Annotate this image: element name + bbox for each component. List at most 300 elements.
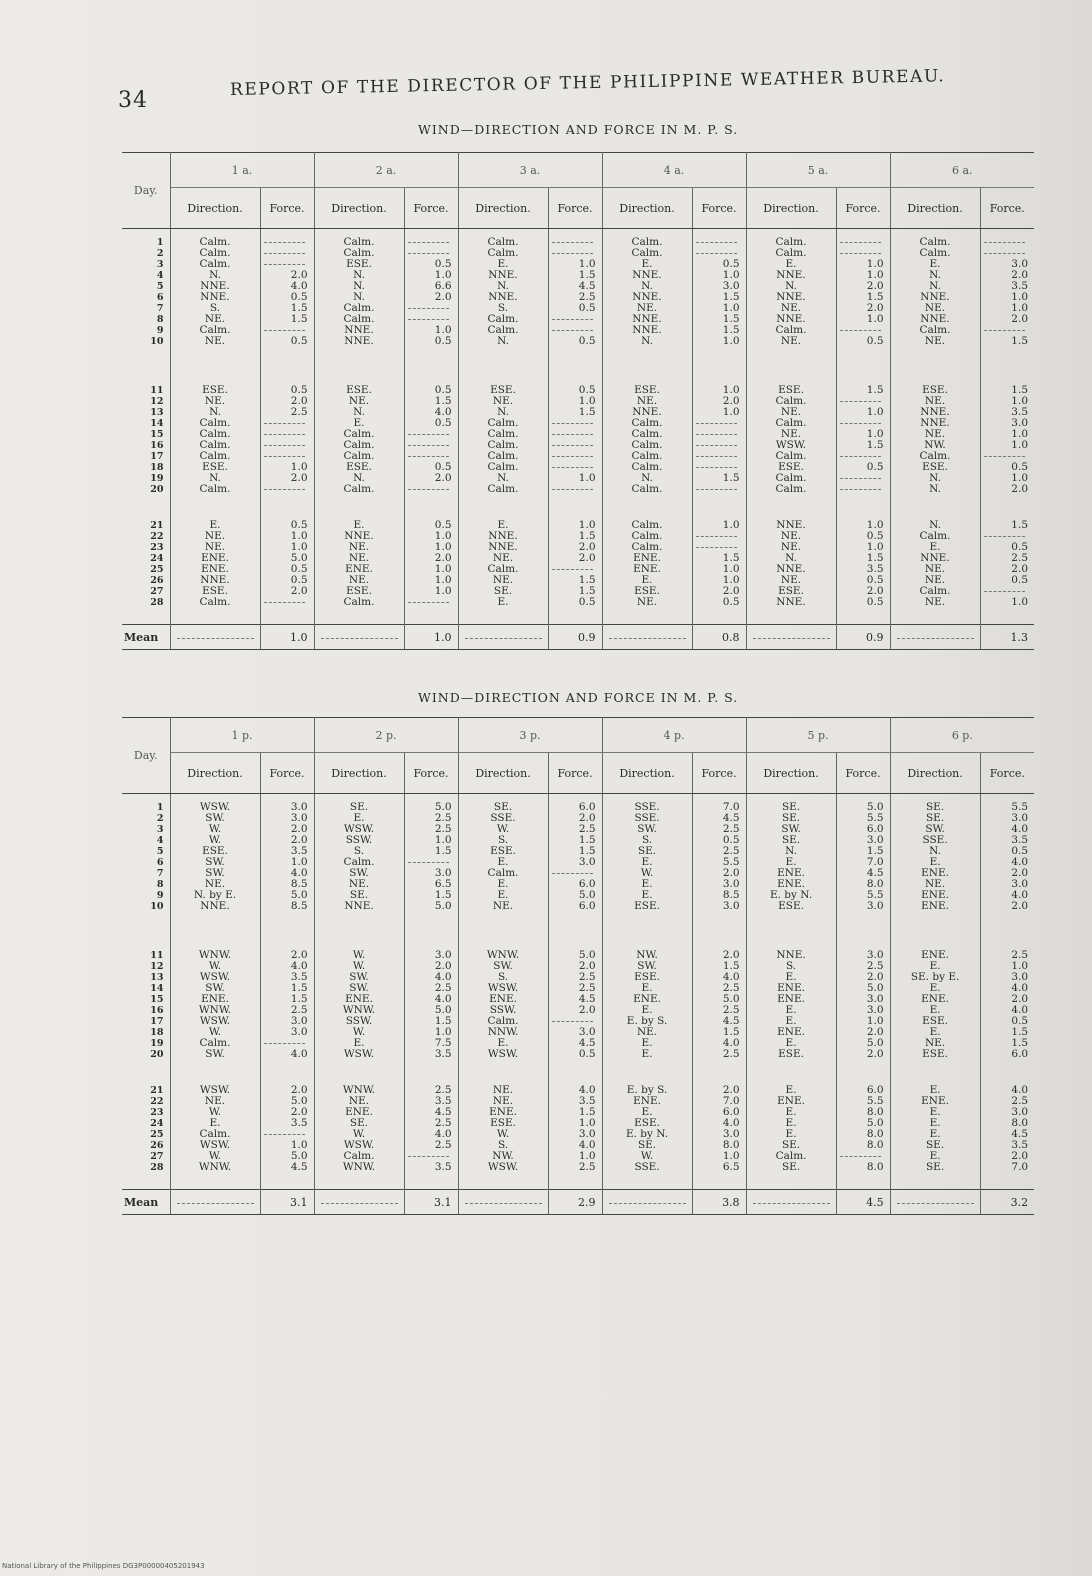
force-value: 1.0: [722, 519, 740, 531]
direction-value: ENE.: [777, 1026, 805, 1038]
direction-value: NE.: [924, 1037, 946, 1049]
force-value: 2.0: [290, 823, 308, 835]
direction-value: Calm.: [919, 324, 951, 336]
direction-value: ESE.: [202, 384, 228, 396]
force-value: 1.0: [434, 541, 452, 553]
direction-value: ESE.: [490, 845, 516, 857]
force-value: 0.5: [722, 596, 740, 608]
direction-value: Calm.: [343, 439, 375, 451]
force-value: 7.0: [1011, 1161, 1029, 1173]
direction-value: ESE.: [202, 461, 228, 473]
direction-value: N.: [641, 280, 653, 292]
force-value: 1.0: [434, 834, 452, 846]
force-cell: [548, 794, 602, 943]
direction-value: E.: [641, 889, 653, 901]
direction-value: NE.: [924, 596, 946, 608]
direction-value: NNE.: [920, 417, 950, 429]
direction-value: N.: [353, 269, 365, 281]
day-number: 11: [150, 385, 164, 396]
force-cell: [404, 229, 458, 378]
force-header: Force.: [260, 753, 314, 794]
direction-value: W.: [352, 949, 366, 961]
force-value: 1.5: [1011, 1026, 1029, 1038]
force-value: 1.0: [722, 574, 740, 586]
force-value: 6.6: [434, 280, 452, 292]
direction-value: E. by S.: [626, 1084, 668, 1096]
force-value: 1.0: [290, 461, 308, 473]
hour-header: 3 a.: [458, 153, 602, 188]
force-value: 1.5: [722, 1026, 740, 1038]
direction-value: Calm.: [919, 450, 951, 462]
day-number: 18: [150, 462, 164, 473]
direction-value: E.: [929, 1084, 941, 1096]
direction-value: Calm.: [775, 483, 807, 495]
direction-value: NE.: [924, 335, 946, 347]
direction-value: ENE.: [201, 563, 229, 575]
direction-value: NNE.: [200, 574, 230, 586]
direction-header: Direction.: [602, 188, 692, 229]
mean-force-value: 0.8: [692, 625, 746, 650]
empty-entry-dash: [981, 451, 1029, 462]
direction-value: W.: [208, 960, 222, 972]
force-value: 4.0: [290, 960, 308, 972]
day-number: 20: [150, 1049, 164, 1060]
direction-value: S.: [497, 302, 509, 314]
force-value: 4.5: [866, 867, 884, 879]
direction-value: S.: [497, 1139, 509, 1151]
direction-value: E.: [785, 1106, 797, 1118]
force-value: 8.0: [866, 1161, 884, 1173]
force-header: Force.: [692, 188, 746, 229]
direction-value: Calm.: [199, 236, 231, 248]
force-cell: [404, 512, 458, 625]
direction-value: ENE.: [921, 949, 949, 961]
direction-value: S.: [497, 834, 509, 846]
force-value: 1.5: [434, 845, 452, 857]
force-value: 1.0: [1011, 439, 1028, 451]
direction-value: Calm.: [631, 439, 663, 451]
force-value: 5.0: [290, 889, 308, 901]
direction-value: NE.: [636, 596, 658, 608]
force-value: 6.0: [1011, 1048, 1029, 1060]
force-value: 1.0: [290, 856, 308, 868]
direction-value: E.: [929, 1004, 941, 1016]
force-cell: [260, 794, 314, 943]
direction-value: E.: [497, 258, 509, 270]
direction-value: Calm.: [199, 1128, 231, 1140]
direction-value: SE.: [349, 1117, 369, 1129]
direction-value: Calm.: [199, 439, 231, 451]
force-value: 4.5: [722, 812, 740, 824]
force-value: 1.0: [866, 1015, 884, 1027]
direction-value: WSW.: [487, 1161, 519, 1173]
direction-value: Calm.: [343, 428, 375, 440]
direction-value: E.: [929, 1026, 941, 1038]
mean-dash: [314, 625, 404, 650]
direction-value: NNE.: [344, 335, 374, 347]
force-value: 6.0: [578, 801, 596, 813]
direction-value: SE.: [349, 801, 369, 813]
force-value: 1.0: [1011, 596, 1028, 608]
direction-value: N.: [209, 472, 221, 484]
force-value: 0.5: [434, 519, 452, 531]
force-cell: [260, 942, 314, 1077]
direction-value: Calm.: [487, 417, 519, 429]
direction-cell: [458, 1077, 548, 1190]
direction-value: WSW.: [199, 1015, 231, 1027]
direction-cell: [314, 942, 404, 1077]
direction-value: NE.: [636, 1026, 658, 1038]
force-value: 2.5: [578, 1161, 596, 1173]
direction-value: Calm.: [919, 247, 951, 259]
force-value: 6.0: [578, 878, 596, 890]
direction-value: N.: [353, 472, 365, 484]
day-number: 10: [150, 336, 164, 347]
direction-value: NE.: [924, 574, 946, 586]
empty-entry-dash: [981, 248, 1029, 259]
force-value: 1.5: [290, 302, 308, 314]
direction-value: E.: [641, 1048, 653, 1060]
force-value: 4.0: [434, 971, 452, 983]
direction-value: ENE.: [777, 1095, 805, 1107]
force-value: 2.0: [578, 960, 596, 972]
force-value: 4.0: [1011, 856, 1029, 868]
force-value: 2.5: [722, 823, 740, 835]
day-number: 12: [150, 396, 164, 407]
direction-value: SE.: [925, 1161, 945, 1173]
direction-header: Direction.: [458, 753, 548, 794]
direction-cell: [746, 512, 836, 625]
force-header: Force.: [548, 188, 602, 229]
direction-value: NNE.: [776, 596, 806, 608]
force-value: 1.5: [866, 439, 884, 451]
direction-value: NE.: [204, 878, 226, 890]
force-value: 0.5: [290, 335, 308, 347]
force-value: 5.0: [434, 900, 452, 912]
force-value: 1.0: [722, 302, 740, 314]
direction-value: W.: [352, 1026, 366, 1038]
day-number: 7: [156, 868, 164, 879]
day-numbers-cell: [122, 229, 170, 378]
direction-value: SSE.: [490, 812, 516, 824]
force-value: 2.0: [290, 834, 308, 846]
day-number: 10: [150, 901, 164, 912]
empty-entry-dash: [693, 418, 740, 429]
direction-value: NE.: [780, 302, 802, 314]
force-cell: [260, 512, 314, 625]
day-number: 20: [150, 484, 164, 495]
direction-value: Calm.: [487, 867, 519, 879]
force-value: 4.0: [1011, 823, 1029, 835]
direction-value: E.: [641, 1004, 653, 1016]
direction-value: WNW.: [198, 1161, 232, 1173]
force-value: 1.5: [1011, 335, 1028, 347]
force-value: 1.5: [722, 324, 740, 336]
force-value: 8.0: [722, 1139, 740, 1151]
direction-value: NE.: [204, 530, 226, 542]
direction-value: SE.: [925, 1139, 945, 1151]
force-value: 4.0: [722, 971, 740, 983]
force-value: 3.0: [722, 1128, 740, 1140]
force-value: 2.0: [866, 585, 884, 597]
force-value: 0.5: [578, 384, 596, 396]
direction-cell: [314, 1077, 404, 1190]
direction-value: ENE.: [633, 993, 661, 1005]
hour-header: 4 p.: [602, 718, 746, 753]
force-value: 1.0: [290, 530, 308, 542]
force-value: 8.0: [866, 1139, 884, 1151]
direction-value: ENE.: [777, 993, 805, 1005]
direction-value: W.: [640, 1150, 654, 1162]
direction-value: NNE.: [344, 324, 374, 336]
direction-value: ESE.: [778, 585, 804, 597]
force-value: 2.0: [578, 541, 596, 553]
day-numbers-cell: [122, 512, 170, 625]
direction-value: W.: [208, 1106, 222, 1118]
hour-header: 5 a.: [746, 153, 890, 188]
empty-entry-dash: [837, 248, 884, 259]
day-number: 22: [150, 531, 164, 542]
direction-header: Direction.: [746, 188, 836, 229]
day-numbers-cell: [122, 1077, 170, 1190]
direction-value: N.: [497, 280, 509, 292]
direction-value: SW.: [205, 856, 225, 868]
direction-value: E.: [785, 971, 797, 983]
direction-value: E.: [929, 258, 941, 270]
direction-value: W.: [208, 1150, 222, 1162]
force-value: 0.5: [578, 596, 596, 608]
force-value: 1.0: [722, 384, 740, 396]
empty-entry-dash: [549, 418, 596, 429]
direction-value: NE.: [348, 1095, 370, 1107]
force-value: 1.0: [578, 519, 596, 531]
force-cell: [692, 229, 746, 378]
force-value: 4.0: [1011, 1004, 1029, 1016]
force-value: 4.5: [434, 1106, 452, 1118]
force-value: 3.5: [866, 563, 884, 575]
direction-value: SW.: [781, 823, 801, 835]
force-value: 0.5: [866, 530, 884, 542]
direction-value: E. by N.: [625, 1128, 669, 1140]
force-value: 4.0: [290, 867, 308, 879]
day-number: 6: [156, 857, 164, 868]
force-value: 5.5: [722, 856, 740, 868]
direction-cell: [170, 512, 260, 625]
force-value: 0.5: [434, 461, 452, 473]
force-value: 4.0: [1011, 889, 1029, 901]
force-value: 4.5: [578, 1037, 596, 1049]
direction-value: Calm.: [487, 439, 519, 451]
day-number: 14: [150, 418, 164, 429]
direction-value: N.: [785, 280, 797, 292]
direction-value: N.: [929, 845, 941, 857]
empty-entry-dash: [405, 314, 452, 325]
day-number: 25: [150, 1129, 164, 1140]
force-value: 1.0: [434, 1026, 452, 1038]
hour-header: 2 p.: [314, 718, 458, 753]
day-number: 28: [150, 597, 164, 608]
force-value: 1.5: [434, 395, 452, 407]
force-cell: [692, 512, 746, 625]
day-number: 19: [150, 1038, 164, 1049]
mean-force-value: 0.9: [836, 625, 890, 650]
direction-value: N.: [353, 280, 365, 292]
empty-entry-dash: [693, 248, 740, 259]
direction-value: E.: [929, 856, 941, 868]
force-value: 2.0: [290, 1106, 308, 1118]
force-value: 2.0: [1011, 563, 1028, 575]
page-number: 34: [118, 88, 148, 113]
force-value: 0.5: [290, 563, 308, 575]
force-value: 1.5: [722, 313, 740, 325]
force-value: 1.0: [1011, 291, 1028, 303]
direction-value: Calm.: [631, 417, 663, 429]
force-value: 4.0: [1011, 982, 1029, 994]
direction-value: ESE.: [346, 461, 372, 473]
empty-entry-dash: [405, 248, 452, 259]
day-number: 9: [156, 325, 164, 336]
direction-cell: [170, 942, 260, 1077]
day-number: 8: [156, 314, 164, 325]
direction-value: ESE.: [346, 384, 372, 396]
empty-entry-dash: [693, 237, 740, 248]
hour-header: 6 a.: [890, 153, 1034, 188]
force-value: 2.5: [434, 823, 452, 835]
direction-value: N.: [353, 406, 365, 418]
force-value: 5.0: [866, 1037, 884, 1049]
direction-value: NNE.: [632, 313, 662, 325]
direction-cell: [314, 229, 404, 378]
direction-header: Direction.: [602, 753, 692, 794]
direction-value: N.: [353, 291, 365, 303]
direction-value: ESE.: [634, 971, 660, 983]
empty-entry-dash: [693, 484, 740, 495]
direction-value: E.: [785, 1004, 797, 1016]
direction-value: SE.: [637, 1139, 657, 1151]
force-value: 0.5: [1011, 541, 1028, 553]
direction-value: N.: [929, 483, 941, 495]
direction-value: Calm.: [487, 483, 519, 495]
day-number: 16: [150, 440, 164, 451]
direction-cell: [314, 512, 404, 625]
direction-cell: [314, 377, 404, 512]
force-value: 3.0: [866, 993, 884, 1005]
force-value: 4.5: [1011, 1128, 1029, 1140]
direction-value: NNE.: [632, 406, 662, 418]
empty-entry-dash: [261, 429, 308, 440]
force-value: 1.5: [578, 845, 596, 857]
force-value: 0.5: [866, 596, 884, 608]
direction-value: SE.: [781, 834, 801, 846]
force-cell: [260, 1077, 314, 1190]
direction-value: E.: [641, 878, 653, 890]
day-number: 23: [150, 542, 164, 553]
force-value: 5.5: [866, 1095, 884, 1107]
direction-value: Calm.: [775, 1150, 807, 1162]
direction-value: ESE.: [202, 845, 228, 857]
hour-header: 1 p.: [170, 718, 314, 753]
direction-value: NE.: [204, 313, 226, 325]
direction-value: E.: [497, 1037, 509, 1049]
direction-cell: [458, 942, 548, 1077]
force-value: 1.5: [290, 982, 308, 994]
force-header: Force.: [980, 753, 1034, 794]
direction-cell: [602, 1077, 692, 1190]
day-number: 9: [156, 890, 164, 901]
direction-value: NE.: [492, 1095, 514, 1107]
force-value: 2.0: [290, 269, 308, 281]
mean-label: Mean: [122, 625, 170, 650]
direction-value: NE.: [348, 541, 370, 553]
force-value: 1.0: [722, 335, 740, 347]
direction-value: Calm.: [487, 450, 519, 462]
day-block-row: [122, 377, 1034, 512]
direction-value: SW.: [349, 867, 369, 879]
mean-force-value: 1.0: [404, 625, 458, 650]
direction-value: Calm.: [487, 324, 519, 336]
direction-value: E.: [785, 258, 797, 270]
direction-value: WSW.: [199, 801, 231, 813]
force-value: 2.0: [290, 395, 308, 407]
force-value: 2.0: [290, 472, 308, 484]
force-value: 8.5: [290, 900, 308, 912]
empty-entry-dash: [549, 314, 596, 325]
force-value: 0.5: [1011, 574, 1028, 586]
direction-cell: [602, 794, 692, 943]
force-value: 3.0: [866, 900, 884, 912]
empty-entry-dash: [549, 564, 596, 575]
empty-entry-dash: [549, 462, 596, 473]
mean-force-value: 3.8: [692, 1190, 746, 1215]
force-value: 1.0: [1011, 428, 1028, 440]
day-number: 1: [156, 237, 164, 248]
empty-entry-dash: [261, 1038, 308, 1049]
direction-value: ESE.: [778, 1048, 804, 1060]
force-value: 5.0: [866, 801, 884, 813]
direction-value: E.: [929, 541, 941, 553]
force-value: 4.0: [434, 993, 452, 1005]
force-value: 3.0: [290, 812, 308, 824]
force-cell: [836, 942, 890, 1077]
force-value: 5.0: [722, 993, 740, 1005]
direction-value: SW.: [637, 960, 657, 972]
force-value: 1.0: [866, 406, 884, 418]
direction-value: E.: [785, 856, 797, 868]
direction-value: S.: [209, 302, 221, 314]
force-value: 0.5: [290, 519, 308, 531]
direction-value: ENE.: [201, 552, 229, 564]
force-value: 7.0: [722, 1095, 740, 1107]
direction-value: NE.: [348, 395, 370, 407]
direction-value: Calm.: [199, 1037, 231, 1049]
force-value: 1.0: [1011, 472, 1028, 484]
force-value: 6.5: [722, 1161, 740, 1173]
direction-value: NW.: [924, 439, 946, 451]
force-value: 3.0: [1011, 417, 1028, 429]
direction-value: ESE.: [778, 900, 804, 912]
day-number: 25: [150, 564, 164, 575]
direction-value: NE.: [636, 395, 658, 407]
force-value: 3.5: [434, 1095, 452, 1107]
direction-value: WNW.: [342, 1161, 376, 1173]
day-block-row: [122, 1077, 1034, 1190]
day-number: 2: [156, 813, 164, 824]
direction-value: SW.: [205, 867, 225, 879]
direction-value: N.: [929, 519, 941, 531]
direction-value: Calm.: [343, 302, 375, 314]
day-block-row: [122, 229, 1034, 378]
direction-value: E.: [353, 1037, 365, 1049]
